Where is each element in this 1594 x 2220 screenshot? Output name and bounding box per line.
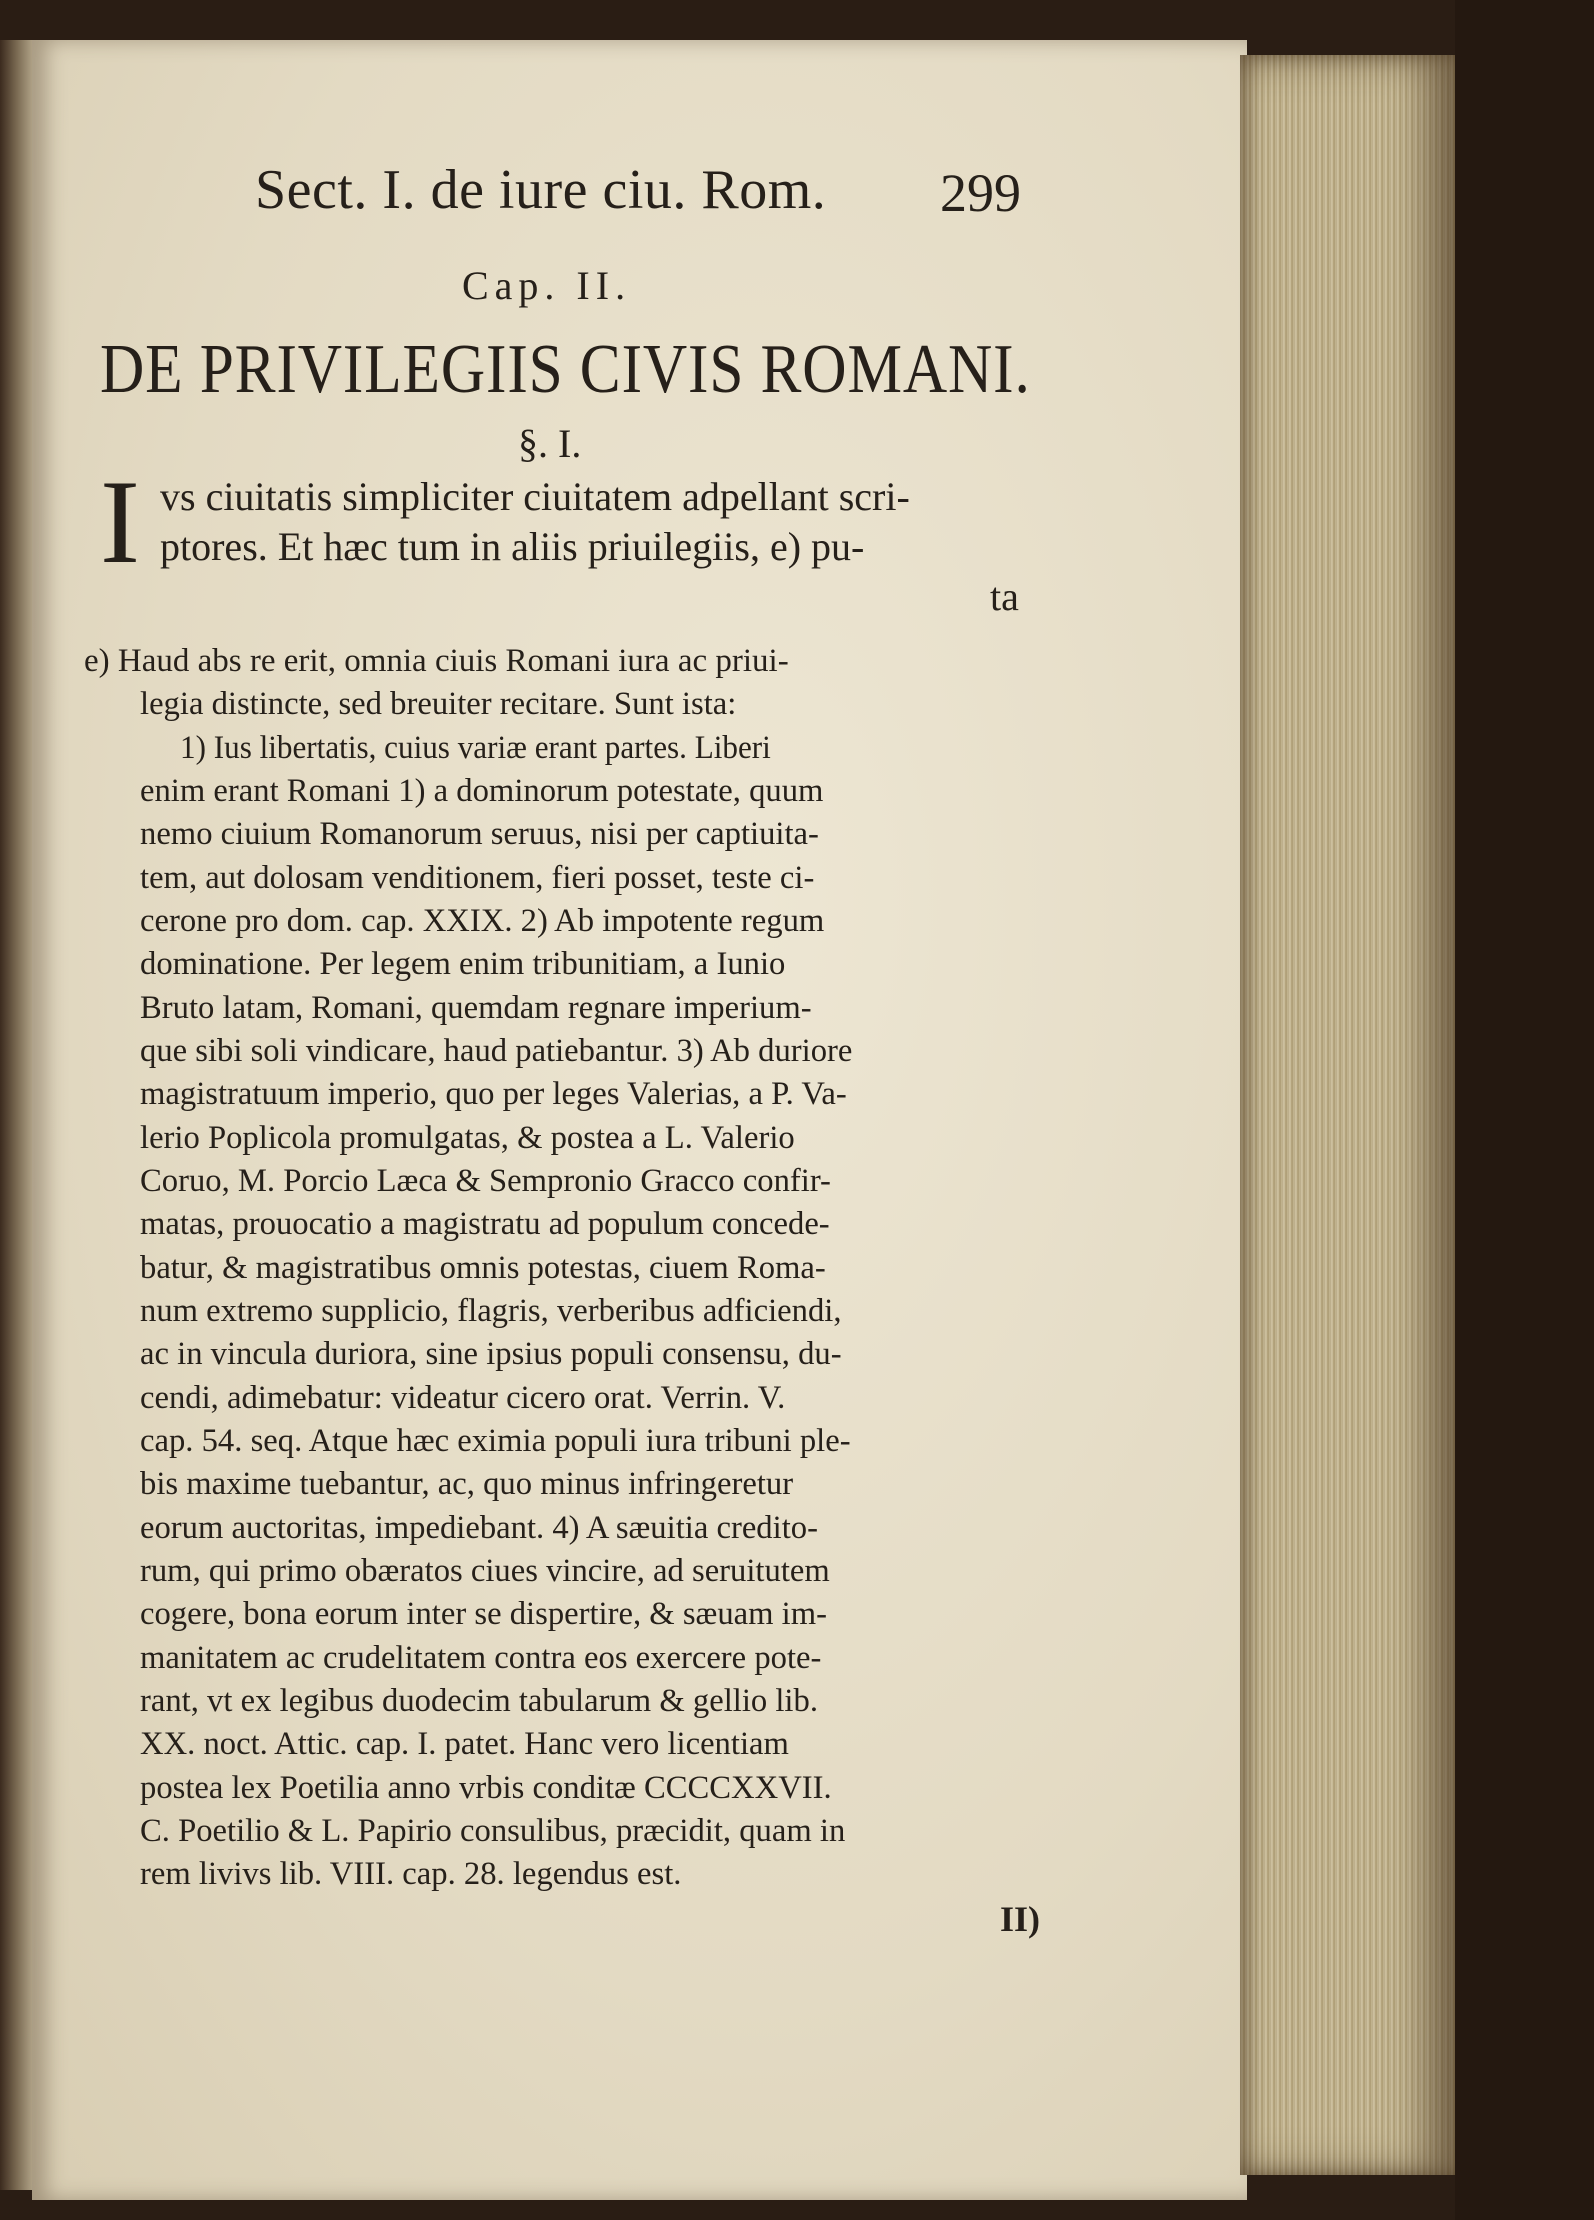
footnote-line: Bruto latam, Romani, quemdam regnare imperium-: [140, 990, 812, 1026]
footnote-line: matas, prouocatio a magistratu ad populum concede-: [140, 1206, 830, 1242]
footnote-line: C. Poetilio & L. Papirio consulibus, præcidit, quam in: [140, 1813, 846, 1849]
running-head: Sect. I. de iure ciu. Rom.: [255, 159, 827, 221]
footnote-line: eorum auctoritas, impediebant. 4) A sæuitia credito-: [140, 1510, 818, 1546]
footnote-line: rum, qui primo obæratos ciues vincire, ad seruitutem: [140, 1553, 830, 1589]
footnote-line: cogere, bona eorum inter se dispertire, & sæuam im-: [140, 1596, 827, 1632]
catchword: II): [1000, 1899, 1041, 1939]
footnote-line: batur, & magistratibus omnis potestas, ciuem Roma-: [140, 1250, 826, 1286]
chapter-heading: Cap. II.: [462, 263, 632, 308]
footnote-line: 1) Ius libertatis, cuius variæ erant partes. Liberi: [180, 730, 771, 766]
footnote-line: lerio Poplicola promulgatas, & postea a L. Valerio: [140, 1120, 795, 1156]
footnote-line: dominatione. Per legem enim tribunitiam, a Iunio: [140, 946, 786, 982]
footnote-line: magistratuum imperio, quo per leges Valerias, a P. Va-: [140, 1076, 847, 1112]
page-block-edge: [1240, 55, 1460, 2175]
page-number: 299: [940, 163, 1021, 223]
section-mark: §. I.: [518, 421, 582, 466]
footnote-line: num extremo supplicio, flagris, verberibus adficiendi,: [140, 1293, 842, 1329]
background-right: [1455, 0, 1594, 2220]
footnote-line: tem, aut dolosam venditionem, fieri posset, teste ci-: [140, 860, 815, 896]
footnote-line: manitatem ac crudelitatem contra eos exercere pote-: [140, 1640, 822, 1676]
footnote-line: legia distincte, sed breuiter recitare. Sunt ista:: [140, 686, 737, 722]
drop-cap: I: [100, 455, 140, 588]
body-line: ptores. Et hæc tum in aliis priuilegiis, e) pu-: [160, 524, 865, 569]
footnote-line: XX. noct. Attic. cap. I. patet. Hanc vero licentiam: [140, 1726, 789, 1762]
footnote-line: nemo ciuium Romanorum seruus, nisi per captiuita-: [140, 816, 819, 852]
footnote-line: cendi, adimebatur: videatur cicero orat. Verrin. V.: [140, 1380, 786, 1416]
footnote-line: rem livivs lib. VIII. cap. 28. legendus est.: [140, 1856, 682, 1892]
footnote-line: enim erant Romani 1) a dominorum potestate, quum: [140, 773, 824, 809]
footnote-line: postea lex Poetilia anno vrbis conditæ CCCCXXVII.: [140, 1770, 832, 1806]
footnote-line: que sibi soli vindicare, haud patiebantur. 3) Ab duriore: [140, 1033, 853, 1069]
body-line: vs ciuitatis simpliciter ciuitatem adpellant scri-: [160, 474, 910, 519]
footnote-line: ac in vincula duriora, sine ipsius populi consensu, du-: [140, 1336, 842, 1372]
footnote-line: Coruo, M. Porcio Læca & Sempronio Gracco confir-: [140, 1163, 831, 1199]
footnote-line: cerone pro dom. cap. XXIX. 2) Ab impotente regum: [140, 903, 825, 939]
footnote-line: e) Haud abs re erit, omnia ciuis Romani iura ac priui-: [84, 643, 789, 679]
footnote-line: cap. 54. seq. Atque hæc eximia populi iura tribuni ple-: [140, 1423, 851, 1459]
footnote-line: bis maxime tuebantur, ac, quo minus infringeretur: [140, 1466, 794, 1502]
body-line: ta: [990, 574, 1019, 619]
chapter-title: DE PRIVILEGIIS CIVIS ROMANI.: [100, 331, 1031, 408]
footnote-line: rant, vt ex legibus duodecim tabularum & gellio lib.: [140, 1683, 818, 1719]
